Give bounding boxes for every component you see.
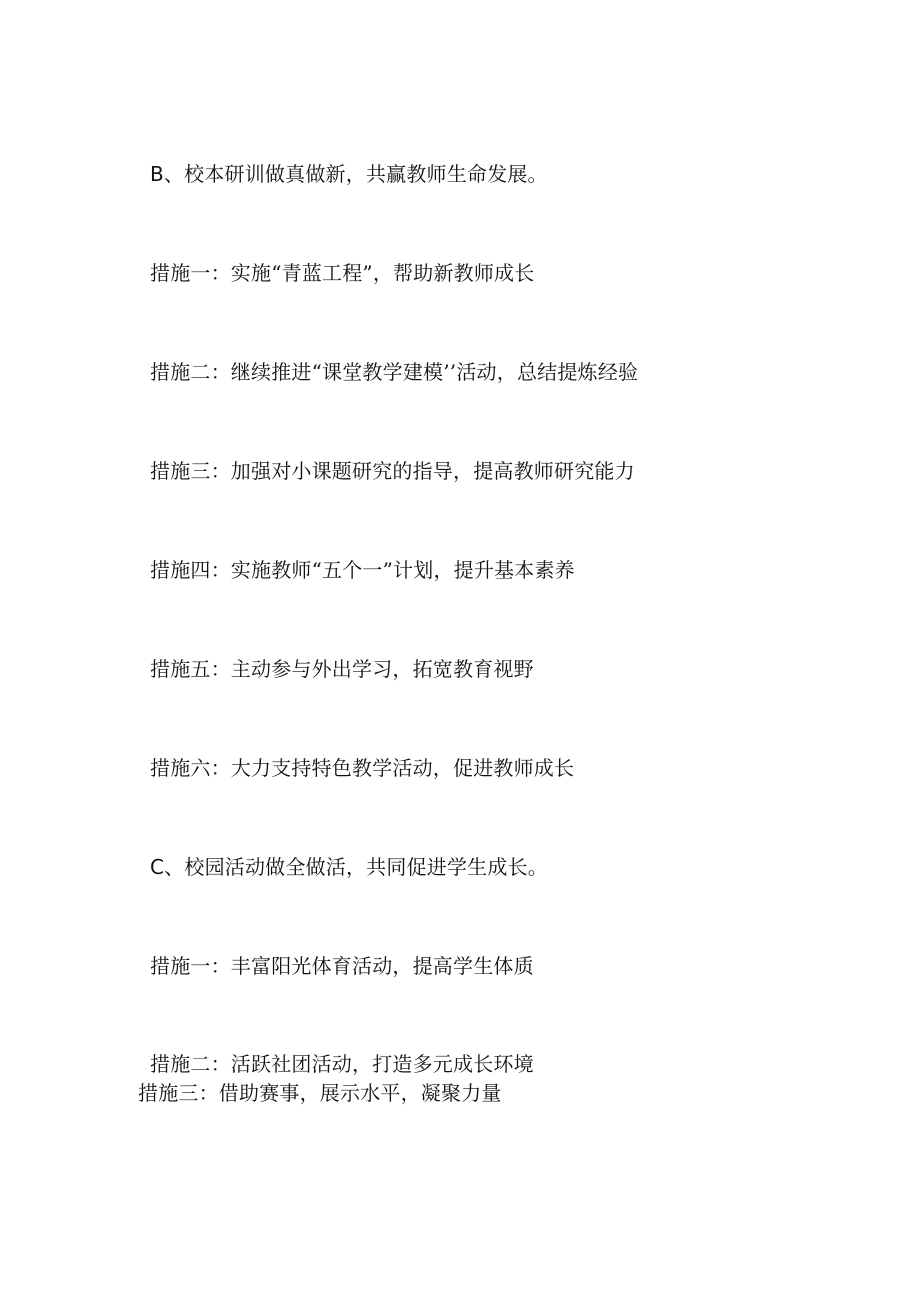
section-b-measure-6: 措施六：大力支持特色教学活动，促进教师成长 (150, 756, 575, 780)
section-c-measure-1: 措施一：丰富阳光体育活动，提高学生体质 (150, 954, 534, 978)
section-b-measure-4: 措施四：实施教师“五个一”计划，提升基本素养 (150, 558, 575, 582)
section-c-measure-2: 措施二：活跃社团活动，打造多元成长环境 (150, 1052, 534, 1076)
section-b-measure-1: 措施一：实施“青蓝工程”，帮助新教师成长 (150, 261, 535, 285)
section-b-heading: B、校本研训做真做新，共赢教师生命发展。 (150, 162, 548, 186)
section-b-measure-5: 措施五：主动参与外出学习，拓宽教育视野 (150, 657, 534, 681)
section-b-measure-2: 措施二：继续推进“课堂教学建模’’活动，总结提炼经验 (150, 360, 639, 384)
section-c-measure-3: 措施三：借助赛事，展示水平，凝聚力量 (138, 1081, 502, 1105)
section-c-heading: C、校园活动做全做活，共同促进学生成长。 (150, 855, 548, 879)
section-b-measure-3: 措施三：加强对小课题研究的指导，提高教师研究能力 (150, 459, 635, 483)
